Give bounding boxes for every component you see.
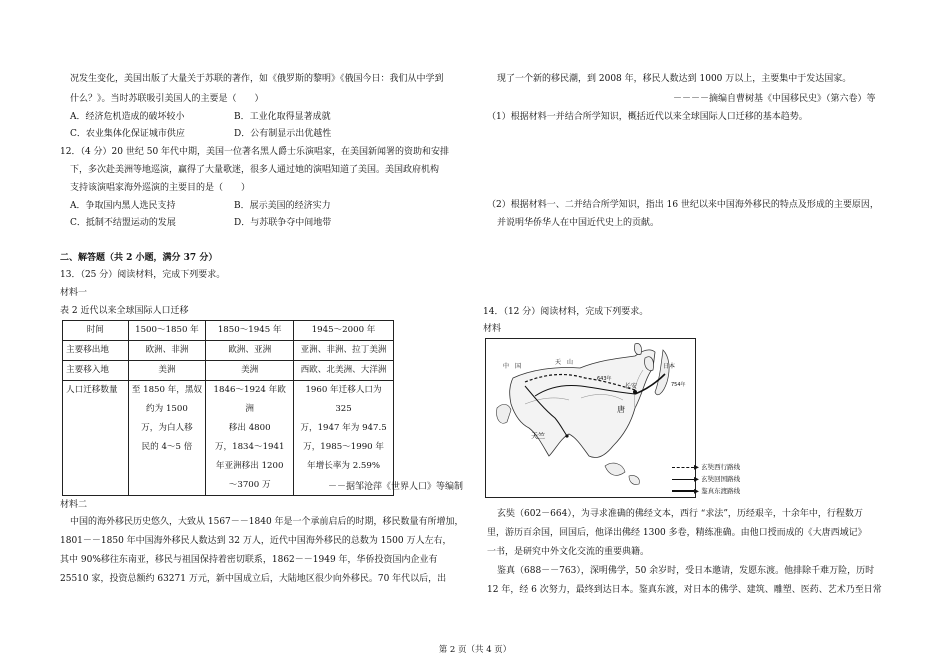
xuanzang-line1: 玄奘（602－664），为寻求准确的佛经文本，西行 “求法”，历经艰辛，十余年中，行程数万 xyxy=(497,509,863,519)
q11-continuation-line1: 况发生变化，美国出版了大量关于苏联的著作，如《俄罗斯的黎明》《俄国今日：我们从中学到 xyxy=(70,74,444,84)
table-row xyxy=(63,341,394,361)
map-label-tianshan: 天 山 xyxy=(555,359,574,366)
map-label-tang: 唐 xyxy=(617,405,625,414)
table-row xyxy=(63,321,394,341)
map-label-china: 中 国 xyxy=(503,363,522,370)
legend-label: 玄奘西行路线 xyxy=(701,463,741,471)
q13-part1: （1）根据材料一并结合所学知识，概括近代以来全球国际人口迁移的基本趋势。 xyxy=(487,112,808,122)
jianzhen-line1: 鉴真（688－－763），深明佛学，50 余岁时，受日本邀请，发愿东渡。他排除千难万险，历时 xyxy=(497,566,875,576)
table-header-cell: 1850～1945 年 xyxy=(206,321,294,341)
legend-item: ▶ 玄奘回国路线 xyxy=(672,474,740,483)
q13-title: 13．（25 分）阅读材料，完成下列要求。 xyxy=(60,270,226,280)
material-two-line2: 1801－－1850 年中国海外移民人数达到 32 万人，近代中国海外移民的总数为 1500 万人左右， xyxy=(60,536,452,546)
table-source: －－据邹沧萍《世界人口》等编制 xyxy=(328,482,464,492)
cell-line: 年增长率为 2.59% xyxy=(307,461,381,471)
legend-line-icon xyxy=(672,479,694,480)
cell-line: 至 1850 年，黑奴 xyxy=(131,385,203,395)
map-label-year1: 643年 xyxy=(597,376,612,382)
table-cell: 美洲 xyxy=(206,361,294,381)
table-caption: 表 2 近代以来全球国际人口迁移 xyxy=(60,306,189,316)
q11-option-d: D．公有制显示出优越性 xyxy=(234,129,332,139)
legend-item: ▶ 玄奘西行路线 xyxy=(672,462,740,471)
legend-line-icon xyxy=(672,490,694,492)
map-label-tianzhu: 天竺 xyxy=(531,432,545,440)
table-row xyxy=(63,381,394,496)
q12-option-c: C．抵制不结盟运动的发展 xyxy=(70,218,176,228)
migration-table xyxy=(62,320,394,496)
xuanzang-line3: 一书，是研究中外文化交流的重要典籍。 xyxy=(487,547,650,557)
cell-line: 万，1834～1941 xyxy=(214,442,285,452)
material-two-line3: 其中 90%移往东南亚，移民与祖国保持着密切联系，1862－－1949 年，华侨投资国内企业有 xyxy=(60,555,438,565)
table-header-cell: 1945～2000 年 xyxy=(294,321,394,341)
cell-line: 年亚洲移出 1200 xyxy=(215,461,284,471)
table-header-cell: 时间 xyxy=(63,321,129,341)
map-label-year2: 754年 xyxy=(671,382,686,388)
section-heading: 二、解答题（共 2 小题，满分 37 分） xyxy=(60,253,218,263)
q11-continuation-line2: 什么？》。当时苏联吸引美国人的主要是（ ） xyxy=(70,94,264,104)
q12-option-b: B．展示美国的经济实力 xyxy=(234,201,331,211)
map-label-japan: 日本 xyxy=(663,363,676,370)
table-cell: 亚洲、非洲、拉丁美洲 xyxy=(294,341,394,361)
legend-label: 玄奘回国路线 xyxy=(701,475,741,483)
xuanzang-line2: 里，游历百余国，回国后，他译出佛经 1300 多卷，精练准确。由他口授而成的《大唐西域记》 xyxy=(487,528,867,538)
q11-option-c: C．农业集体化保证城市供应 xyxy=(70,129,185,139)
cell-line: 民的 4～5 倍 xyxy=(141,442,193,452)
route-map xyxy=(485,338,696,498)
legend-item: ▶ 鉴真东渡路线 xyxy=(672,486,740,495)
cell-line: 万，1985～1990 年 xyxy=(303,442,384,452)
cell-line: 万，1947 年为 947.5 xyxy=(300,423,387,433)
legend-label: 鉴真东渡路线 xyxy=(701,487,741,495)
table-cell: 欧洲、非洲 xyxy=(128,341,206,361)
cell-line: 约为 1500 xyxy=(146,404,188,414)
table-cell: 主要移出地 xyxy=(63,341,129,361)
material-two-line1: 中国的海外移民历史悠久，大致从 1567－－1840 年是一个承前启后的时期，移民数量有所增加， xyxy=(70,517,464,527)
table-cell xyxy=(206,381,294,496)
table-cell xyxy=(294,381,394,496)
material-two-line4: 25510 家，投资总额约 63271 万元，新中国成立后，大陆地区很少向外移民。70 年代以后，出 xyxy=(60,574,447,584)
material-two-line5: 现了一个新的移民潮，到 2008 年，移民人数达到 1000 万以上，主要集中于发达国家。 xyxy=(497,74,852,84)
cell-line: 万，为白人移 xyxy=(141,423,193,433)
map-label-changan: 长安 xyxy=(625,383,638,390)
legend-line-icon xyxy=(672,467,694,468)
table-cell: 欧洲、亚洲 xyxy=(206,341,294,361)
material-two-source: －－－－摘编自曹树基《中国移民史》（第六卷）等 xyxy=(673,94,876,104)
q14-title: 14．（12 分）阅读材料，完成下列要求。 xyxy=(483,307,649,317)
table-header-cell: 1500～1850 年 xyxy=(128,321,206,341)
q12-line1: 12．（4 分）20 世纪 50 年代中期，美国一位著名黑人爵士乐演唱家，在美国新闻署的资助和安排 xyxy=(60,147,450,157)
cell-line: 1846～1924 年欧洲 xyxy=(213,385,286,414)
cell-line: ～3700 万 xyxy=(228,480,271,490)
table-cell: 西欧、北美洲、大洋洲 xyxy=(294,361,394,381)
cell-line: 1960 年迁移人口为 325 xyxy=(305,385,382,414)
table-cell: 人口迁移数量 xyxy=(63,381,129,496)
q12-line3: 支持该演唱家海外巡演的主要目的是（ ） xyxy=(70,183,251,193)
q13-part2-line2: 并说明华侨华人在中国近代史上的贡献。 xyxy=(497,218,660,228)
q12-line2: 下，多次赴美洲等地巡演，赢得了大量歌迷，很多人通过她的演唱知道了美国。美国政府机构 xyxy=(70,165,440,175)
material-one-label: 材料一 xyxy=(60,288,88,298)
material-label: 材料 xyxy=(483,324,502,334)
table-row xyxy=(63,361,394,381)
material-two-label: 材料二 xyxy=(60,500,88,510)
q12-option-d: D．与苏联争夺中间地带 xyxy=(234,218,332,228)
page-footer: 第 2 页（共 4 页） xyxy=(438,645,512,655)
q12-option-a: A．争取国内黑人选民支持 xyxy=(70,201,176,211)
map-graphic xyxy=(485,338,696,498)
table-cell: 主要移入地 xyxy=(63,361,129,381)
jianzhen-line2: 12 年，经 6 次努力，最终到达日本。鉴真东渡，对日本的佛学、建筑、雕塑、医药、艺术乃至日常 xyxy=(487,585,882,595)
q13-part2-line1: （2）根据材料一、二并结合所学知识，指出 16 世纪以来中国海外移民的特点及形成的主要原因， xyxy=(487,200,879,210)
q11-option-a: A．经济危机造成的破坏较小 xyxy=(70,112,185,122)
q11-option-b: B．工业化取得显著成就 xyxy=(234,112,331,122)
table-cell: 美洲 xyxy=(128,361,206,381)
cell-line: 移出 4800 xyxy=(228,423,271,433)
table-cell xyxy=(128,381,206,496)
